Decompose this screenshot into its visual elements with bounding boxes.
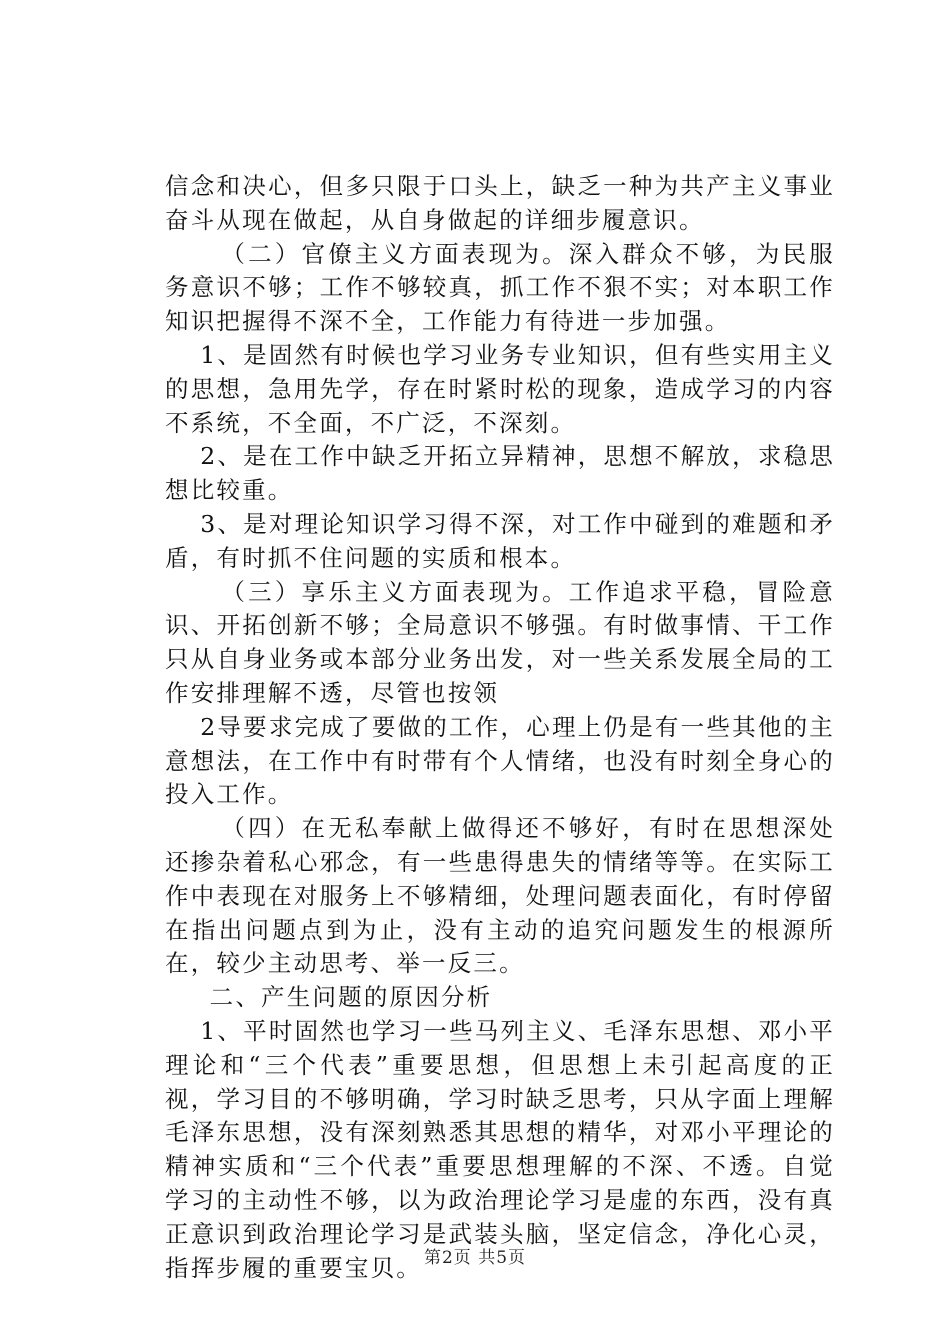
- paragraph-item-1: 1、是固然有时候也学习业务专业知识，但有些实用主义的思想，急用先学，存在时紧时松的现象，造成学习的内容不系统，不全面，不广泛，不深刻。: [165, 340, 835, 437]
- paragraph-section-2: （二）官僚主义方面表现为。深入群众不够，为民服务意识不够；工作不够较真，抓工作不狠不实；对本职工作知识把握得不深不全，工作能力有待进一步加强。: [165, 239, 835, 336]
- paragraph-section-4: （四）在无私奉献上做得还不够好，有时在思想深处还掺杂着私心邪念，有一些患得患失的情绪等等。在实际工作中表现在对服务上不够精细，处理问题表面化，有时停留在指出问题点到为止，没有主动的追究问题发生的根源所在，较少主动思考、举一反三。: [165, 814, 835, 978]
- section-heading-causes: 二、产生问题的原因分析: [209, 983, 493, 1012]
- paragraph-section-3: （三）享乐主义方面表现为。工作追求平稳，冒险意识、开拓创新不够；全局意识不够强。有时做事情、干工作只从自身业务或本部分业务出发，对一些关系发展全局的工作安排理解不透，尽管也按领: [165, 577, 835, 707]
- paragraph-continuation: 信念和决心，但多只限于口头上，缺乏一种为共产主义事业奋斗从现在做起，从自身做起的详细步履意识。: [165, 172, 835, 234]
- paragraph-cause-1: 1、平时固然也学习一些马列主义、毛泽东思想、邓小平理论和“三个代表”重要思想，但思想上未引起高度的正视，学习目的不够明确，学习时缺乏思考，只从字面上理解毛泽东思想，没有深刻熟悉其思想的精华，对邓小平理论的精神实质和“三个代表”重要思想理解的不深、不透。自觉学习的主动性不够，以为政治理论学习是虚的东西，没有真正意识到政治理论学习是武装头脑，坚定信念，净化心灵，指挥步履的重要宝贝。: [165, 1016, 835, 1282]
- page-number-footer: 第2页 共5页: [423, 1248, 527, 1268]
- paragraph-section-3-continued: 2导要求完成了要做的工作，心理上仍是有一些其他的主意想法，在工作中有时带有个人情绪，也没有时刻全身心的投入工作。: [165, 712, 835, 809]
- paragraph-item-3: 3、是对理论知识学习得不深，对工作中碰到的难题和矛盾，有时抓不住问题的实质和根本。: [165, 509, 835, 572]
- document-body: [165, 170, 835, 1285]
- paragraph-item-2: 2、是在工作中缺乏开拓立异精神，思想不解放，求稳思想比较重。: [165, 442, 835, 505]
